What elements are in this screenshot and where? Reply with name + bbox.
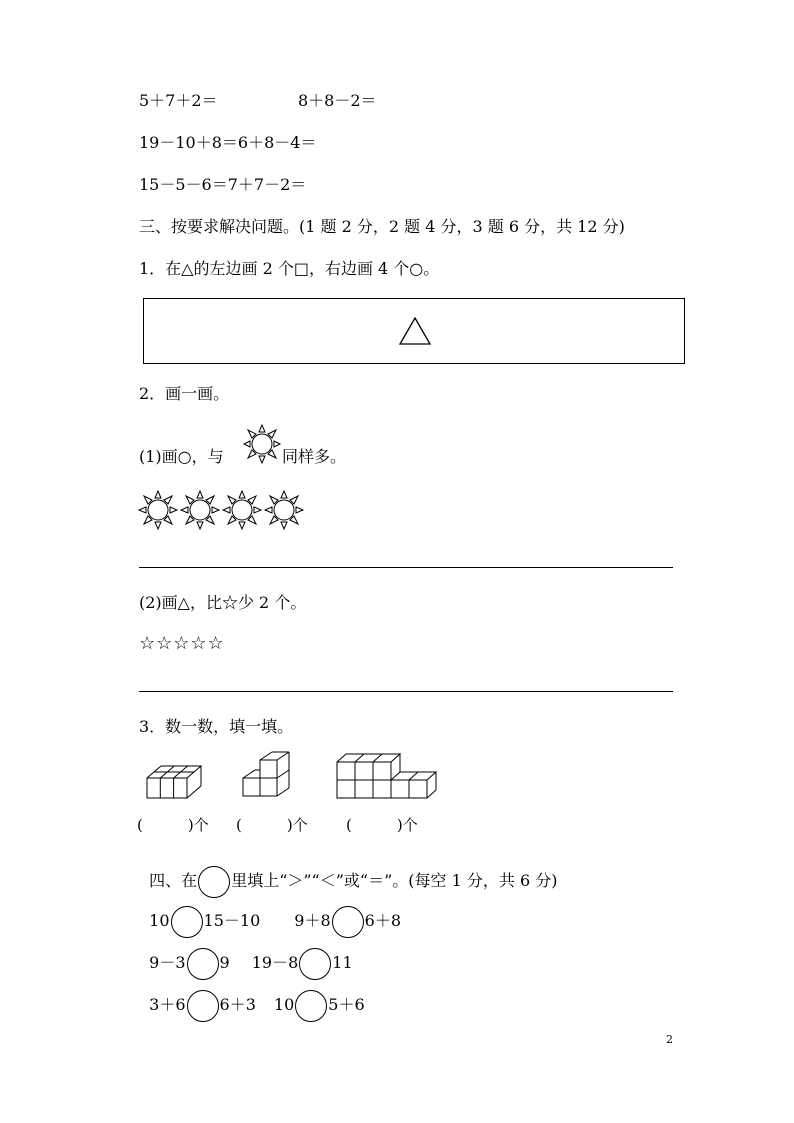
compare-left: 10 xyxy=(273,995,295,1014)
cube-figure-3 xyxy=(336,748,440,800)
compare-left: 9－3 xyxy=(149,953,186,972)
compare-left: 3＋6 xyxy=(149,995,186,1014)
compare-right: 5＋6 xyxy=(328,995,365,1014)
compare-right: 15－10 xyxy=(203,911,261,930)
expr-row-3: 15－5－6＝7＋7－2＝ xyxy=(139,175,307,194)
count-answer-2[interactable]: ( )个 xyxy=(236,816,308,834)
expr-row-2: 19－10＋8＝6＋8－4＝ xyxy=(139,133,317,152)
compare-circle[interactable] xyxy=(187,990,219,1022)
sun-row xyxy=(138,490,308,530)
q1-text: 1．在△的左边画 2 个□，右边画 4 个○。 xyxy=(139,259,440,278)
expr-8-8-2: 8＋8－2＝ xyxy=(298,91,377,110)
compare-right: 6＋3 xyxy=(219,995,256,1014)
q2-title: 2．画一画。 xyxy=(139,384,230,403)
compare-row-1 xyxy=(139,891,401,931)
q3-title: 3．数一数，填一填。 xyxy=(139,717,294,736)
expr-5-7-2: 5＋7＋2＝ xyxy=(139,91,218,110)
star-row: ☆☆☆☆☆ xyxy=(139,633,225,654)
q1-drawing-box[interactable] xyxy=(143,298,685,364)
page-number: 2 xyxy=(666,1033,673,1046)
section4-heading-suffix: 里填上“＞”“＜”或“＝”。(每空 1 分，共 6 分) xyxy=(231,871,558,890)
answer-line-1[interactable] xyxy=(139,567,673,568)
q2-part1-prefix: (1)画○，与 xyxy=(139,447,224,466)
count-answer-1[interactable]: ( )个 xyxy=(137,816,209,834)
compare-left: 9＋8 xyxy=(294,911,331,930)
sun-icon-inline xyxy=(244,424,280,464)
compare-right: 9 xyxy=(219,953,230,972)
compare-right: 6＋8 xyxy=(364,911,402,930)
sun-icon xyxy=(264,490,304,530)
cube-figure-1 xyxy=(146,762,204,800)
section4-heading xyxy=(139,851,557,891)
count-answer-3[interactable]: ( )个 xyxy=(346,816,418,834)
compare-row-3 xyxy=(139,975,365,1015)
q2-part2-text: (2)画△，比☆少 2 个。 xyxy=(139,593,307,612)
compare-left: 19－8 xyxy=(251,953,299,972)
sun-icon xyxy=(138,490,178,530)
answer-line-2[interactable] xyxy=(139,691,673,692)
section3-heading: 三、按要求解决问题。(1 题 2 分，2 题 4 分，3 题 6 分，共 12 分) xyxy=(139,217,625,236)
sun-icon xyxy=(180,490,220,530)
triangle-icon xyxy=(398,316,432,346)
compare-left: 10 xyxy=(149,911,170,930)
sun-icon xyxy=(222,490,262,530)
section4-heading-prefix: 四、在 xyxy=(149,871,198,890)
cube-figure-2 xyxy=(242,750,292,800)
compare-row-2 xyxy=(139,933,353,973)
compare-circle[interactable] xyxy=(295,990,327,1022)
compare-right: 11 xyxy=(332,953,353,972)
q2-part1-suffix: 同样多。 xyxy=(282,447,347,466)
